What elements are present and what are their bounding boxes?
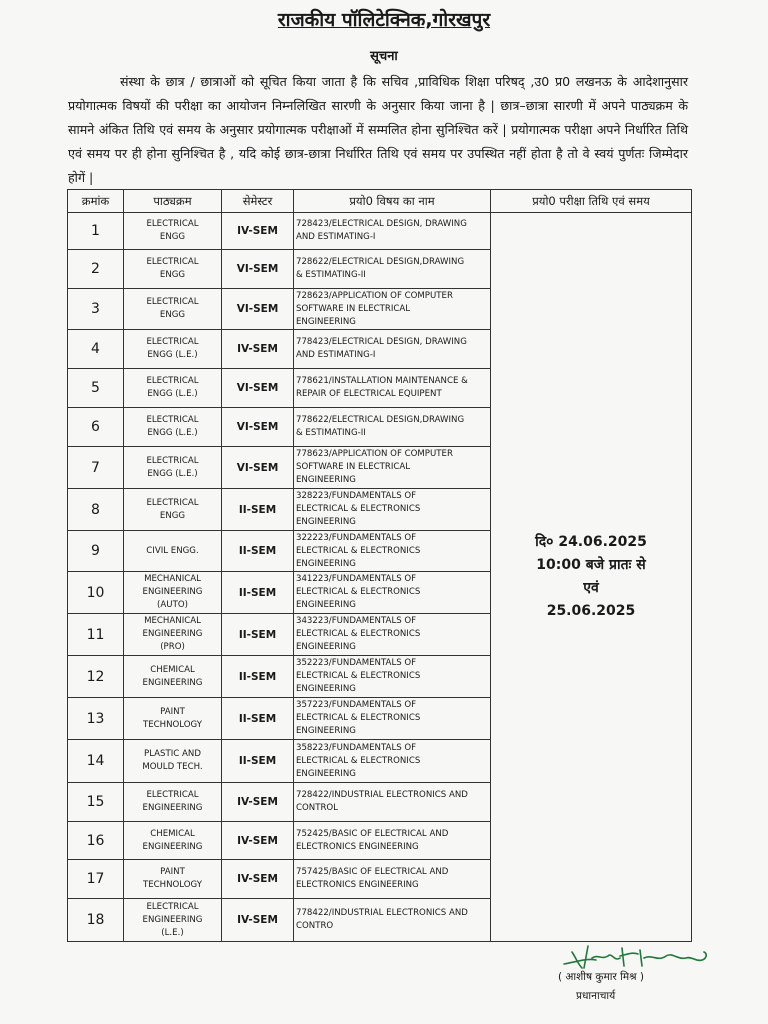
row-subject: 778423/ELECTRICAL DESIGN, DRAWING AND ESTIMATING-I (294, 330, 491, 369)
row-semester: II-SEM (222, 614, 294, 656)
row-semester: VI-SEM (222, 369, 294, 408)
row-semester: II-SEM (222, 572, 294, 614)
row-serial: 6 (68, 408, 124, 447)
row-serial: 3 (68, 289, 124, 330)
exam-datetime-cell (491, 213, 692, 942)
row-semester: VI-SEM (222, 447, 294, 489)
row-course: ELECTRICAL ENGG (124, 289, 222, 330)
header-sr: क्रमांक (68, 190, 124, 213)
row-subject: 357223/FUNDAMENTALS OF ELECTRICAL & ELECTRONICS ENGINEERING (294, 698, 491, 740)
page-title: राजकीय पॉलिटेक्निक,गोरखपुर (277, 9, 491, 31)
row-course: ELECTRICAL ENGG (L.E.) (124, 369, 222, 408)
row-subject: 778623/APPLICATION OF COMPUTER SOFTWARE IN ELECTRICAL ENGINEERING (294, 447, 491, 489)
row-serial: 5 (68, 369, 124, 408)
row-subject: 728422/INDUSTRIAL ELECTRONICS AND CONTROL (294, 783, 491, 822)
row-subject: 352223/FUNDAMENTALS OF ELECTRICAL & ELECTRONICS ENGINEERING (294, 656, 491, 698)
row-serial: 8 (68, 489, 124, 531)
signature-image (562, 940, 712, 974)
row-subject: 322223/FUNDAMENTALS OF ELECTRICAL & ELECTRONICS ENGINEERING (294, 531, 491, 572)
row-semester: VI-SEM (222, 289, 294, 330)
row-subject: 328223/FUNDAMENTALS OF ELECTRICAL & ELECTRONICS ENGINEERING (294, 489, 491, 531)
row-semester: IV-SEM (222, 783, 294, 822)
row-semester: II-SEM (222, 489, 294, 531)
row-subject: 752425/BASIC OF ELECTRICAL AND ELECTRONICS ENGINEERING (294, 822, 491, 860)
row-course: ELECTRICAL ENGG (124, 250, 222, 289)
exam-schedule-table (67, 189, 692, 942)
row-serial: 13 (68, 698, 124, 740)
row-subject: 341223/FUNDAMENTALS OF ELECTRICAL & ELECTRONICS ENGINEERING (294, 572, 491, 614)
row-semester: IV-SEM (222, 213, 294, 250)
row-semester: IV-SEM (222, 822, 294, 860)
row-subject: 778422/INDUSTRIAL ELECTRONICS AND CONTRO (294, 899, 491, 942)
row-subject: 358223/FUNDAMENTALS OF ELECTRICAL & ELECTRONICS ENGINEERING (294, 740, 491, 783)
row-course: CIVIL ENGG. (124, 531, 222, 572)
row-semester: VI-SEM (222, 250, 294, 289)
row-serial: 18 (68, 899, 124, 942)
row-serial: 10 (68, 572, 124, 614)
row-course: CHEMICAL ENGINEERING (124, 656, 222, 698)
exam-datetime-line2: 10:00 बजे प्रातः से (536, 557, 646, 573)
header-course: पाठ्यक्रम (124, 190, 222, 213)
row-course: PAINT TECHNOLOGY (124, 860, 222, 899)
exam-datetime-line3: एवं (583, 580, 599, 596)
signatory-designation: प्रधानाचार्य (576, 990, 616, 1002)
row-serial: 7 (68, 447, 124, 489)
row-serial: 17 (68, 860, 124, 899)
row-serial: 4 (68, 330, 124, 369)
row-subject: 728423/ELECTRICAL DESIGN, DRAWING AND ESTIMATING-I (294, 213, 491, 250)
row-semester: IV-SEM (222, 899, 294, 942)
header-subject: प्रयो0 विषय का नाम (294, 190, 491, 213)
row-subject: 778621/INSTALLATION MAINTENANCE & REPAIR OF ELECTRICAL EQUIPENT (294, 369, 491, 408)
row-semester: IV-SEM (222, 330, 294, 369)
header-datetime: प्रयो0 परीक्षा तिथि एवं समय (491, 190, 692, 213)
row-semester: IV-SEM (222, 860, 294, 899)
notice-paragraph: संस्था के छात्र / छात्राओं को सूचित किया जाता है कि सचिव ,प्राविधिक शिक्षा परिषद् ,उ0 प्र0 लखनऊ के आदेशानुसार प्रयोगात्मक विषयों की परीक्षा का आयोजन निम्नलिखित सारणी के अनुसार किया जाना है | छात्र–छात्रा सारणी में अपने पाठ्यक्रम के सामने अंकित तिथि एवं समय के अनुसार प्रयोगात्मक परीक्षाओं में सम्मलित होना सुनिश्चित करें | प्रयोगात्मक परीक्षा अपने निर्धारित तिथि एवं समय पर ही होना सुनिश्चित है , यदि कोई छात्र-छात्रा निर्धारित तिथि एवं समय पर उपस्थित नहीं होता है तो वे स्वयं पुर्णतः जिम्मेदार होगें | (68, 74, 688, 185)
row-semester: II-SEM (222, 740, 294, 783)
row-course: ELECTRICAL ENGINEERING (124, 783, 222, 822)
signature-block (540, 940, 710, 1020)
row-serial: 11 (68, 614, 124, 656)
row-semester: II-SEM (222, 656, 294, 698)
row-serial: 14 (68, 740, 124, 783)
table-row (68, 213, 692, 250)
row-serial: 2 (68, 250, 124, 289)
table-header-row (68, 190, 692, 213)
row-course: MECHANICAL ENGINEERING (PRO) (124, 614, 222, 656)
row-course: ELECTRICAL ENGG (L.E.) (124, 447, 222, 489)
row-semester: II-SEM (222, 698, 294, 740)
row-course: ELECTRICAL ENGG (L.E.) (124, 408, 222, 447)
row-course: ELECTRICAL ENGG (L.E.) (124, 330, 222, 369)
row-subject: 728623/APPLICATION OF COMPUTER SOFTWARE IN ELECTRICAL ENGINEERING (294, 289, 491, 330)
row-semester: II-SEM (222, 531, 294, 572)
exam-datetime-line1: दि० 24.06.2025 (535, 534, 647, 550)
row-subject: 757425/BASIC OF ELECTRICAL AND ELECTRONICS ENGINEERING (294, 860, 491, 899)
row-subject: 343223/FUNDAMENTALS OF ELECTRICAL & ELECTRONICS ENGINEERING (294, 614, 491, 656)
row-course: PAINT TECHNOLOGY (124, 698, 222, 740)
row-course: PLASTIC AND MOULD TECH. (124, 740, 222, 783)
row-serial: 12 (68, 656, 124, 698)
row-course: CHEMICAL ENGINEERING (124, 822, 222, 860)
header-semester: सेमेस्टर (222, 190, 294, 213)
row-course: MECHANICAL ENGINEERING (AUTO) (124, 572, 222, 614)
row-course: ELECTRICAL ENGG (124, 213, 222, 250)
row-course: ELECTRICAL ENGG (124, 489, 222, 531)
row-course: ELECTRICAL ENGINEERING (L.E.) (124, 899, 222, 942)
row-serial: 15 (68, 783, 124, 822)
row-serial: 1 (68, 213, 124, 250)
row-subject: 778622/ELECTRICAL DESIGN,DRAWING & ESTIMATING-II (294, 408, 491, 447)
notice-heading: सूचना (370, 49, 398, 64)
row-subject: 728622/ELECTRICAL DESIGN,DRAWING & ESTIMATING-II (294, 250, 491, 289)
exam-datetime-line4: 25.06.2025 (546, 603, 636, 619)
signatory-name: ( आशीष कुमार मिश्र ) (558, 971, 644, 983)
row-serial: 16 (68, 822, 124, 860)
row-serial: 9 (68, 531, 124, 572)
row-semester: VI-SEM (222, 408, 294, 447)
